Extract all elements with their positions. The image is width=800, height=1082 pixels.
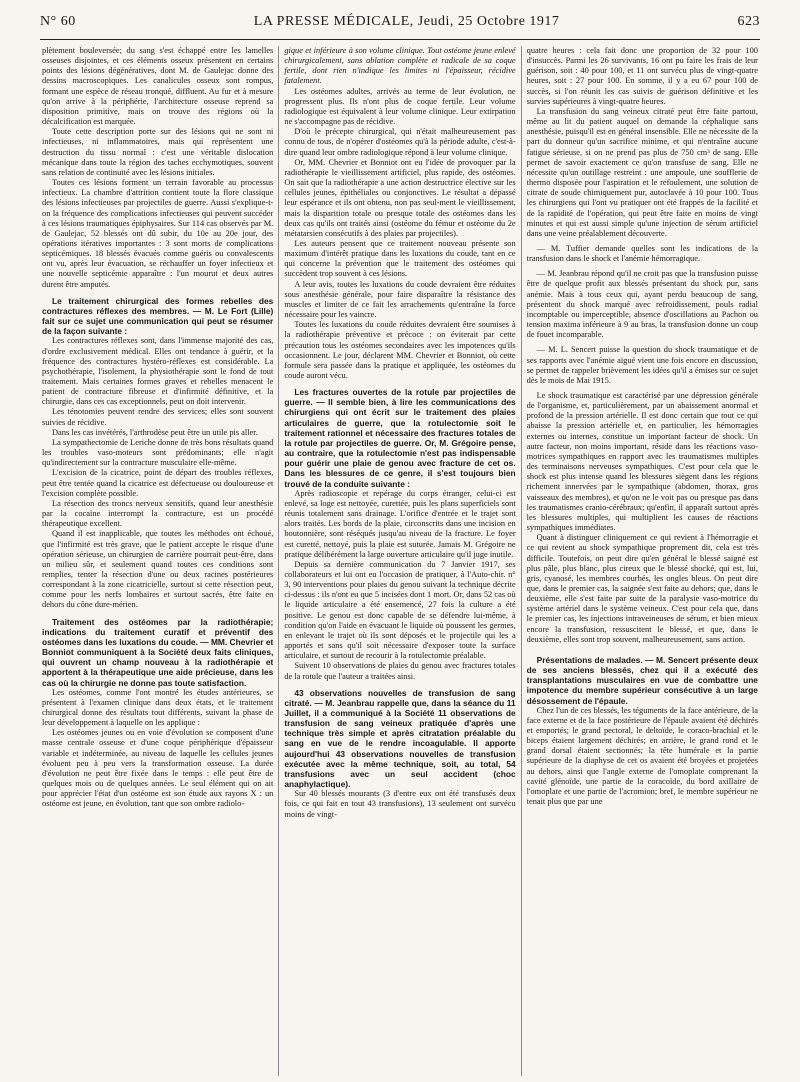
text-columns xyxy=(42,46,758,1076)
running-title: LA PRESSE MÉDICALE, Jeudi, 25 Octobre 1917 xyxy=(253,14,560,29)
column-2 xyxy=(284,46,515,1076)
issue-number: N° 60 xyxy=(40,14,76,29)
section-heading: Les fractures ouvertes de la rotule par projectiles de guerre. — Il semble bien, à lire les communications des chirurgiens qui ont écrit sur le traitement des plaies articulaires de guerre, que la rotulectomie soit le traitement rationnel et nécessaire des fractures totales de la rotule par projectiles de guerre. Or, M. Grégoire pense, au contraire, que la rotulectomie n'est pas indispensable pour guérir une plaie de genou avec fracture de cet os. Dans les blessures de ce genre, il s'est toujours bien trouvé de la conduite suivante : xyxy=(284,387,516,489)
page-number: 623 xyxy=(737,14,760,29)
paragraph: Sur 40 blessés mourants (3 d'entre eux ont été transfusés deux fois, ce qui fait en tout 43 transfusions), 13 seulement ont survécu moins de vingt- xyxy=(284,789,516,819)
paragraph: Or, MM. Chevrier et Bonniot ont eu l'idée de provoquer par la radiothérapie le vieillissement artificiel, plus rapide, des ostéomes. On sait que la radiothérapie a une action destructrice élective sur les cellules jeunes, épithéliales ou conjonctives. Le résultat a dépassé leur espérance et ils ont obtenu, non pas seul-ment le vieillissement, mais la disparition totale ou presque totale des ostéomes dans les deux cas qu'ils ont traités ainsi (ostéome du fémur et ostéome du 2e métatarsien consécutifs à des plaies par projectiles). xyxy=(284,157,516,238)
paragraph: quatre heures : cela fait donc une proportion de 32 pour 100 d'insuccès. Parmi les 26 survivants, 16 ont pu faire les frais de leur guérison, soit : 40 pour 100, et 11 ont survécu plus de vingt-quatre heures, soit : 27 pour 100. En somme, il y a eu 67 pour 100 de succès, si l'on réunit les cas suivis de guérison définitive et les survies supérieures à vingt-quatre heures. xyxy=(526,46,758,106)
section-heading: 43 observations nouvelles de transfusion de sang citraté. — M. Jeanbrau rappelle que, dans la séance du 11 Juillet, il a communiqué à la Société 11 observations de transfusion de sang veineux pratiquée d'après une technique très simple et après citratation préalable du sang en vue de le rendre incoagulable. Il apporte aujourd'hui 43 observations nouvelles de transfusion exécutée avec la même technique, soit, au total, 54 transfusions avec un seul accident (choc anaphylactique). xyxy=(284,687,516,790)
paragraph: A leur avis, toutes les luxations du coude devraient être réduites sous anesthésie générale, pour faire disparaître la résistance des muscles et limiter de ce fait les arrachements qu'entraîne la force nécessaire pour les vaincre. xyxy=(284,279,516,320)
paragraph: D'où le précepte chirurgical, qui n'était malheureusement pas connu de tous, de n'opérer d'ostéomes qu'à la période adulte, c'est-à-dire quand leur ombre radiologique répond à leur volume clinique. xyxy=(284,127,516,157)
paragraph: L'excision de la cicatrice, point de départ des troubles réflexes, peut être tentée quand la cicatrice est défectueuse ou douloureuse et l'excision complète possible. xyxy=(42,468,274,498)
paragraph: Les auteurs pensent que ce traitement nouveau présente son maximum d'intérêt pratique dans les luxations du coude, tant en ce qui concerne la prévention que le traitement des ostéomes qui succèdent trop souvent à ces lésions. xyxy=(284,238,516,279)
paragraph: Les ténotomies peuvent rendre des services; elles sont souvent suivies de récidive. xyxy=(42,407,274,427)
paragraph: Chez l'un de ces blessés, les téguments de la face antérieure, de la face externe et de la face postérieure de l'épaule avaient été déchirés et emportés; le grand pectoral, le deltoïde, le coraco-brachial et le biceps étaient largement déchirés; en arrière, le grand rond et le grand dorsal étaient sectionnés; la tête humérale et la partie supérieure de la diaphyse de cet os avaient été broyées et projetées au dehors, ainsi que l'angle externe de l'omoplate comprenant la cavité glénoïde, une partie de la coracoïde, du bord axillaire de l'omoplate et une partie de l'acromion; bref, le membre supérieur ne tenait plus que par une xyxy=(526,705,758,807)
paragraph: La transfusion du sang veineux citraté peut être faite partout, même au lit du patient auquel on demande la céphalique sans anesthésie, puisqu'il est en général insensible. Elle ne nécessite de la part du donneur qu'un sacrifice minime, et qui n'entraîne aucune fatigue sérieuse, si on ne prend pas plus de 750 cm³ de sang. Elle permet de savoir exactement ce qu'on transfuse de sang. Elle ne nécessite qu'un outillage restreint : une ampoule, une soufflerie de thermo disposée pour l'aspiration et le refoulement, une solution de citrate de soude chimiquement pur, autoclavée à 10 pour 100. Tous les chirurgiens qui l'ont vu pratiquer ont été frappés de la facilité et de la rapidité de l'opération, qui peut être faite en moins de vingt minutes et qui est aussi simple qu'une injection de sérum artificiel dans une veine préalablement découverte. xyxy=(526,106,758,238)
paragraph: — M. Tuffier demande quelles sont les indications de la transfusion dans le shock et l'anémie hémorragique. xyxy=(526,243,758,264)
section-heading: Traitement des ostéomes par la radiothérapie; indications du traitement curatif et préventif des ostéomes dans les luxations du coude. — MM. Chevrier et Bonniot communiquent à la Société deux faits cliniques, qui ouvrent un champ nouveau à la radiothérapie et apportent à la thérapeutique une aide précieuse, dans les cas où la chirurgie ne donne pas toute satisfaction. xyxy=(42,616,274,688)
column-divider xyxy=(521,46,522,1076)
paragraph: plètement bouleversée; du sang s'est échappé entre les lamelles osseuses disjointes, et ces éléments osseux présentent en certains points des lésions dégénératives, dont M. de Gaulejac donne des dessins macroscopiques. Les canalicules osseux sont rompus, formant une espèce de réseau tronqué, diffluent. Au fur et à mesure qu'on arrive à la périphérie, l'architecture osseuse reprend sa disposition primitive, mais on trouve des régions où la décalcification est marquée. xyxy=(42,46,274,127)
column-3 xyxy=(527,46,758,1076)
column-1 xyxy=(42,46,273,1076)
paragraph: Toute cette description porte sur des lésions qui ne sont ni infectieuses, ni inflammatoires, mais qui représentent une destruction du tissu normal : c'est une véritable dislocation mécanique dans toute la région des taches ecchymotiques, souvent sans relation de continuité avec les lésions initiales. xyxy=(42,127,274,177)
paragraph: Toutes les luxations du coude réduites devraient être soumises à la radiothérapie préventive et précoce : on éviterait par cette précaution tous les ostéomes secondaires avec les impotences qu'ils occasionnent. Le jour, déclarent MM. Chevrier et Bonniot, où cette formule sera passée dans la pratique et appliquée, les ostéomes du coude auront vécu. xyxy=(284,320,516,380)
paragraph: — M. L. Sencert puisse la question du shock traumatique et de ses rapports avec l'anémie aigué vient une fois encore en discussion, se permet de rappeler brièvement les idées qu'il a émises sur ce sujet dès le mois de Mai 1915. xyxy=(526,345,758,385)
paragraph: Quand il est inapplicable, que toutes les méthodes ont échoué, que l'infirmité est très grave, que le patient accepte le risque d'une opération sérieuse, un chirurgien de carrière pourrait peut-être, dans un milieu sûr, et seulement quand toutes ces conditions sont remplies, tenter la résection d'une ou deux racines postérieures correspondant à la zone cicatricielle, surtout si cette résection peut, comme pour les nerfs lombaires et surtout sacrés, être faite en dehors du cône dure-mérien. xyxy=(42,529,274,610)
paragraph: Toutes ces lésions forment un terrain favorable au processus infectieux. La chambre d'attrition contient toute la flore classique des lésions infectieuses par projectiles de guerre. Aussi s'explique-t-on la fréquence des complications infectieuses qui peuvent succéder à ces lésions traumatiques épiphysaires. Sur 114 cas observés par M. de Gaulejac, 52 blessés ont dû subir, du 10e au 20e jour, des opérations itératives importantes : 3 sont morts de complications septicémiques. 18 blessés évacués comme guéris ou convalescents ont vu, après leur évacuation, se réchauffer un foyer infectieux et une nouvelle septicémie apparaître : l'un mourut et deux autres durent être amputés. xyxy=(42,178,274,289)
header-rule xyxy=(40,39,760,40)
paragraph: Les ostéomes, comme l'ont montré les études antérieures, se présentent à l'examen clinique dans deux états, et le traitement chirurgical donne des résultats tout différents, suivant la phase de leur développement à laquelle on les applique : xyxy=(42,687,274,728)
paragraph: La résection des troncs nerveux sensitifs, quand leur anesthésie par la cocaïne interrompt la contracture, est un procédé thérapeutique excellent. xyxy=(42,498,274,529)
paragraph: Depuis sa dernière communication du 7 Janvier 1917, ses collaborateurs et lui ont eu l'occasion de pratiquer, à l'Auto-chir. n° 3, 90 interventions pour plaies du genou suivant la technique décrite ci-dessus : ils n'ont eu que 5 incisées dont 1 mort. Or, dans 52 cas où le liquide articulaire a été ensemencé, 27 fois la culture a été positive. Le genou est donc capable de se défendre lui-même, à condition qu'on l'aide en évacuant le liquide où poussent les germes, en enlevant le trajet où ils sont déposés et le projectile qui les a apportés et sans qu'il soit nécessaire d'exposer toute la surface articulaire, et surtout de recourir à la rotulectomie préalable. xyxy=(284,559,516,661)
paragraph: Le shock traumatique est caractérisé par une dépression générale de l'organisme, et, particulièrement, par un abaissement anormal et profond de la pression artérielle. Il est donc certain que tout ce qui abaisse la pression artérielle et, en particulier, les hémorragies externes ou internes, constitue un important facteur de shock. Un autre facteur, non moins important, réside dans les réactions vaso-motrices sympathiques en rapport avec les traumatismes multiples des terminaisons nerveuses sympathiques. C'est pour cela que le shock est plus intense quand les blessures siègent dans les régions richement innervées par le sympathique (abdomen, thorax, gros vaisseaux des membres), et qu'on ne le voit pas ou presque pas dans les traumatismes cranio-cérébraux; qu'enfin, il apparaît surtout après les blessures multiples, qui multiplient les causes de réactions sympathiques immédiates. xyxy=(526,391,758,533)
paragraph: Les contractures réflexes sont, dans l'immense majorité des cas, d'ordre exclusivement médical. Elles ont tendance à guérir, et la fréquence des contractures hystéro-réflexes est considérable. La psychothérapie, l'isolement, la physiothérapie sont le fond de tout traitement. Mais certaines formes graves et rebelles menacent le patient de contracture fibreuse et d'infirmité définitive, et la chirurgie, dans ces cas exceptionnels, peut on doit intervenir. xyxy=(42,336,274,407)
paragraph: Dans les cas invétérés, l'arthrodèse peut être un utile pis aller. xyxy=(52,427,258,437)
page-header xyxy=(40,14,760,36)
section-heading: Le traitement chirurgical des formes rebelles des contractures réflexes des membres. — M. Le Fort (Lille) fait sur ce sujet une communication qui peut se résumer de la façon suivante : xyxy=(42,295,274,337)
paragraph: gique et inférieure à son volume clinique. Tout ostéome jeune enlevé chirurgicalement, sans ablation complète et radicale de sa coque fertile, dont rien n'indique les limites ni l'épaisseur, récidive fatalement. xyxy=(284,46,516,86)
section-heading: Présentations de malades. — M. Sencert présente deux de ses anciens blessés, chez qui il a exécuté des transplantations musculaires en vue de combattre une impotence du membre supérieur consécutive à un large désossement de l'épaule. xyxy=(526,654,758,706)
paragraph: Les ostéomes adultes, arrivés au terme de leur évolution, ne progressent plus. Ils n'ont plus de coque fertile. Leur volume radiologique est équivalent à leur volume clinique. Leur extirpation ne s'accompagne pas de récidive. xyxy=(284,86,516,127)
paragraph: Après radioscopie et repérage du corps étranger, celui-ci est enlevé, sa loge est nettoyée, curettée, puis les plans superficiels sont réunis totalement sans drainage. L'orifice d'entrée et le trajet sont alors traités. Les bords de la plaie, circonscrits dans une incision en boutonnière, sont réséqués jusqu'au niveau de la fracture. Le foyer est curetté, nettoyé, puis la plaie est suturée. Jamais M. Grégoire ne pratique délibérément la large ouverture articulaire qu'il juge inutile. xyxy=(284,488,516,559)
paragraph: — M. Jeanbrau répond qu'il ne croit pas que la transfusion puisse être de quelque profit aux blessés présentant du shock pur, sans anémie. Mais à tous ceux qui, ayant perdu beaucoup de sang, présentent du shock marqué avec refroidissement, pouls radial incomptable ou imperceptible, absence d'oscillations au Pachon ou tension maxima inférieure à 9 au bras, la transfusion donne un coup de fouet incomparable. xyxy=(526,269,758,340)
paragraph: Suivent 10 observations de plaies du genou avec fractures totales de la rotule que l'auteur a traitées ainsi. xyxy=(284,661,516,681)
paragraph: Quant à distinguer cliniquement ce qui revient à l'hémorragie et ce qui revient au shock sympathique proprement dit, cela est très difficile. Toutefois, on peut dire qu'en général le blessé saigné est plus pâle, plus blanc, plus cireux que le blessé shocké, qui est, lui, gris, cyanosé, les membres courbés, les ongles bleus. On peut dire que, dans le premier cas, la saignée s'est faite au dehors; que, dans le deuxième, elle s'est faite par suite de la paralysie vaso-motrice du système artériel dans le système veineux. C'est pour cela que, dans le premier cas, les injections intraveineuses de sérum, et bien mieux encore la transfusion, ressuscitent le blessé, et que, dans le deuxième, elles sont trop souvent, malheureusement, sans action. xyxy=(526,533,758,644)
paragraph: La sympathectomie de Leriche donne de très bons résultats quand les troubles vaso-moteurs sont prédominants; elle n'agit qu'indirectement sur la contracture musculaire elle-même. xyxy=(42,437,274,468)
paragraph: Les ostéomes jeunes ou en voie d'évolution se composent d'une masse centrale osseuse et d'une coque périphérique d'épaisseur variable et indéterminée, au niveau de laquelle les cellules jeunes évoluent peu à peu vers la transformation osseuse. La durée d'évolution ne peut être fixée dans le temps : elle peut être de quelques mois ou de quelques années. Le seul élément qui on ait pour apprécier l'état d'un ostéome est son étude aux rayons X : un ostéome est jeune, en évolution, tant que son ombre radiolo- xyxy=(42,728,274,809)
column-divider xyxy=(278,46,279,1076)
